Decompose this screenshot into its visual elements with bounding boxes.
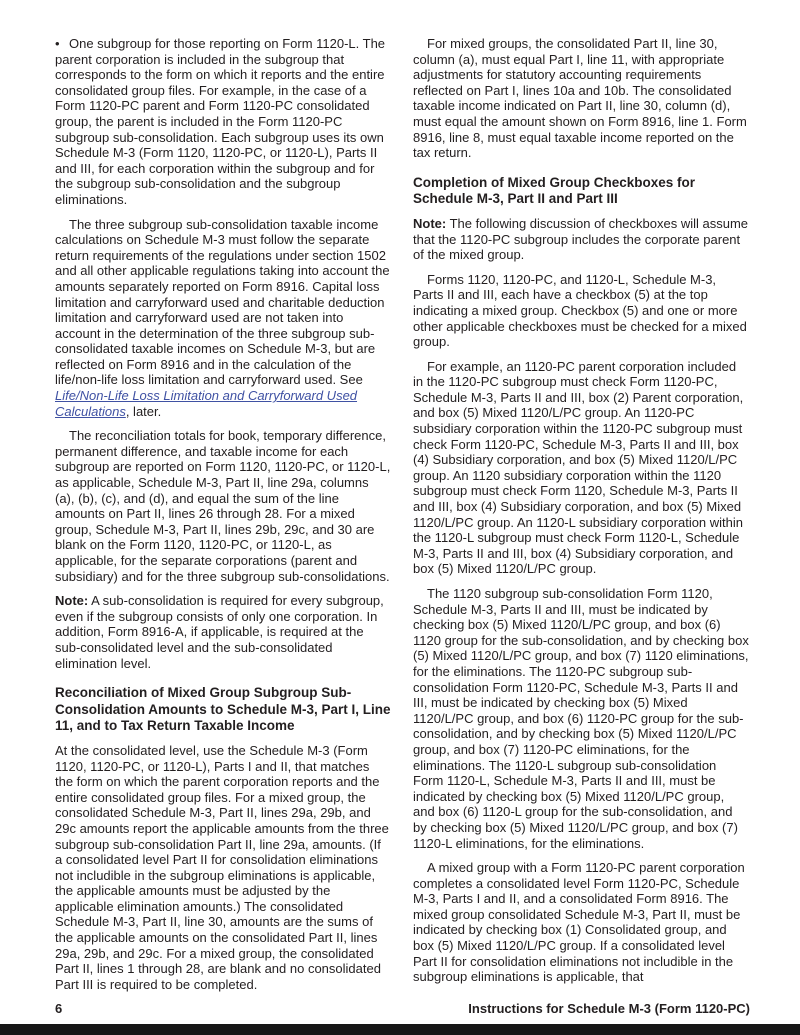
note-text: A sub-consolidation is required for every subgroup, even if the subgroup consists of only one corporation. In addition, Form 8916-A, if applicable, is required at the sub-consolidated level and the sub-consolidated elimination level. [55, 593, 384, 671]
two-column-layout [55, 36, 750, 1001]
note-text: The following discussion of checkboxes will assume that the 1120-PC subgroup includes the corporate parent of the mixed group. [413, 215, 749, 263]
paragraph-text: , later. [125, 403, 162, 419]
paragraph-taxable-income-calculations [55, 217, 391, 420]
paragraph-consolidated-level: At the consolidated level, use the Schedule M-3 (Form 1120, 1120-PC, or 1120-L), Parts I and II, that matches the form on which the parent corporation reports and the entire consolidated group files. For a mixed group, the consolidated Schedule M-3, Part II, lines 29a, 29b, and 29c amounts report the applicable amounts from the three subgroup sub-consolidation Part II, line 29a, amounts. (If a consolidated level Part II for consolidation eliminations not includible in the subgroup eliminations is applicable, the applicable amounts must be adjusted by the applicable elimination amounts.) The consolidated Schedule M-3, Part II, line 30, amounts are the sums of the applicable amounts on the consolidated Part II, lines 29a, 29b, and 29c. For a mixed group, the consolidated Part II, lines 1 through 28, are blank and no consolidated Part III is required to be completed. [55, 742, 389, 992]
paragraph-forms-checkbox-5: Forms 1120, 1120-PC, and 1120-L, Schedule M-3, Parts II and III, each have a checkbox (5) at the top indicating a mixed group. Checkbox (5) and one or more other applicable checkboxes must be checked for a mixed group. [413, 271, 747, 350]
paragraph-reconciliation-totals: The reconciliation totals for book, temporary difference, permanent difference, and taxable income for each subgroup are reported on Form 1120, 1120-PC, or 1120-L, as applicable, Schedule M-3, Part II, line 29a, columns (a), (b), (c), and (d), and equal the sum of the line amounts on Part II, lines 26 through 28. For a mixed group, Schedule M-3, Part II, lines 29b, 29c, and 30 are blank on the Form 1120, 1120-PC, or 1120-L, as applicable, for the separate corporations (parent and subsidiary) and for the three subgroup sub-consolidations. [55, 428, 391, 584]
paragraph-text: The three subgroup sub-consolidation taxable income calculations on Schedule M-3 must follow the separate return requirements of the regulations under section 1502 and all other applicable regulations taking into account the amounts separately reported on Form 8916. Capital loss limitation and carryforward used and charitable deduction limitation and carryforward used are not taken into account in the determination of the three subgroup sub-consolidated taxable incomes on Schedule M-3, but are reflected on Form 8916 and in the calculation of the life/non-life loss limitation and carryforward used. See [55, 216, 390, 388]
paragraph-mixed-group-pc-parent: A mixed group with a Form 1120-PC parent corporation completes a consolidated level Form 1120-PC, Schedule M-3, Parts I and II, and a consolidated Form 8916. The mixed group consolidated Schedule M-3, Part II, must be indicated by checking box (1) Consolidated group, and box (5) Mixed 1120/L/PC group. If a consolidated level Part II for consolidation eliminations not includible in the subgroup eliminations is applicable, that [413, 860, 745, 985]
page-footer [55, 1001, 750, 1016]
footer-document-title: Instructions for Schedule M-3 (Form 1120-PC) [468, 1001, 750, 1016]
paragraph-subgroup-subconsolidation-boxes: The 1120 subgroup sub-consolidation Form 1120, Schedule M-3, Parts II and III, must be indicated by checking box (5) Mixed 1120/L/PC group, and box (6) 1120 group for the sub-consolidation, and by checking box (5) Mixed 1120/L/PC group, and box (7) 1120 eliminations, for the eliminations. The 1120-PC subgroup sub-consolidation Form 1120-PC, Schedule M-3, Parts II and III, must be indicated by checking box (5) Mixed 1120/L/PC group, and box (6) 1120-PC group for the sub-consolidation, and by checking box (5) Mixed 1120/L/PC group, and box (7) 1120-PC eliminations, for the eliminations. The 1120-L subgroup sub-consolidation Form 1120-L, Schedule M-3, Parts II and III, must be indicated by checking box (5) Mixed 1120/L/PC group, and box (6) 1120-L group for the sub-consolidation, and by checking box (5) Mixed 1120/L/PC group, and box (7) 1120-L eliminations, for the eliminations. [413, 586, 749, 851]
bullet-item-text: One subgroup for those reporting on Form 1120-L. The parent corporation is included in the subgroup that corresponds to the form on which it reports and the entire consolidated group files. For example, in the case of a Form 1120-PC parent and Form 1120-PC consolidated group, the parent is included in the Form 1120-PC subgroup sub-consolidation. Each subgroup uses its own Schedule M-3 (Form 1120, 1120-PC, or 1120-L), Parts II and III, for each corporation within the subgroup and for the subgroup sub-consolidation and the subgroup eliminations. [55, 36, 386, 207]
life-nonlife-loss-limitation-link[interactable]: Life/Non-Life Loss Limitation and Carryforward Used Calculations [55, 388, 358, 419]
left-column [55, 36, 391, 1001]
paragraph-mixed-groups-line30: For mixed groups, the consolidated Part II, line 30, column (a), must equal Part I, line 11, with appropriate adjustments for statutory accounting requirements reflected on Part I, lines 10a and 10b. The consolidated taxable income indicated on Part II, line 30, column (d), must equal the amount shown on Form 8916, line 1. Form 8916, line 8, must equal taxable income reported on the tax return. [413, 36, 747, 161]
bullet-marker: • [55, 36, 60, 51]
right-column [413, 36, 749, 1001]
page-number: 6 [55, 1001, 63, 1016]
note-label: Note: [413, 215, 447, 231]
heading-reconciliation-mixed-group-subgroup: Reconciliation of Mixed Group Subgroup Sub-Consolidation Amounts to Schedule M-3, Part I, Line 11, and to Tax Return Taxable Income [55, 685, 391, 734]
paragraph-checkbox-example: For example, an 1120-PC parent corporation included in the 1120-PC subgroup must check Form 1120-PC, Schedule M-3, Parts II and III, box (2) Parent corporation, and box (5) Mixed 1120/L/PC group. An 1120-PC subsidiary corporation within the 1120-PC subgroup must check Form 1120-PC, Schedule M-3, Parts II and III, box (4) Subsidiary corporation, and box (5) Mixed 1120/L/PC group. An 1120 subsidiary corporation within the 1120 subgroup must check Form 1120, Schedule M-3, Parts II and III, box (4) Subsidiary corporation, and box (5) Mixed 1120/L/PC group. An 1120-L subsidiary corporation within the 1120-L subgroup must check Form 1120-L, Schedule M-3, Parts II and III, box (4) Subsidiary corporation, and box (5) Mixed 1120/L/PC group. [413, 358, 744, 577]
note-checkbox-discussion [413, 216, 749, 263]
heading-completion-mixed-group-checkboxes: Completion of Mixed Group Checkboxes for Schedule M-3, Part II and Part III [413, 174, 696, 207]
page-bottom-bar [0, 1024, 800, 1035]
note-subconsolidation [55, 593, 391, 671]
bullet-item-subgroup-1120l [55, 36, 391, 208]
note-label: Note: [55, 593, 89, 609]
